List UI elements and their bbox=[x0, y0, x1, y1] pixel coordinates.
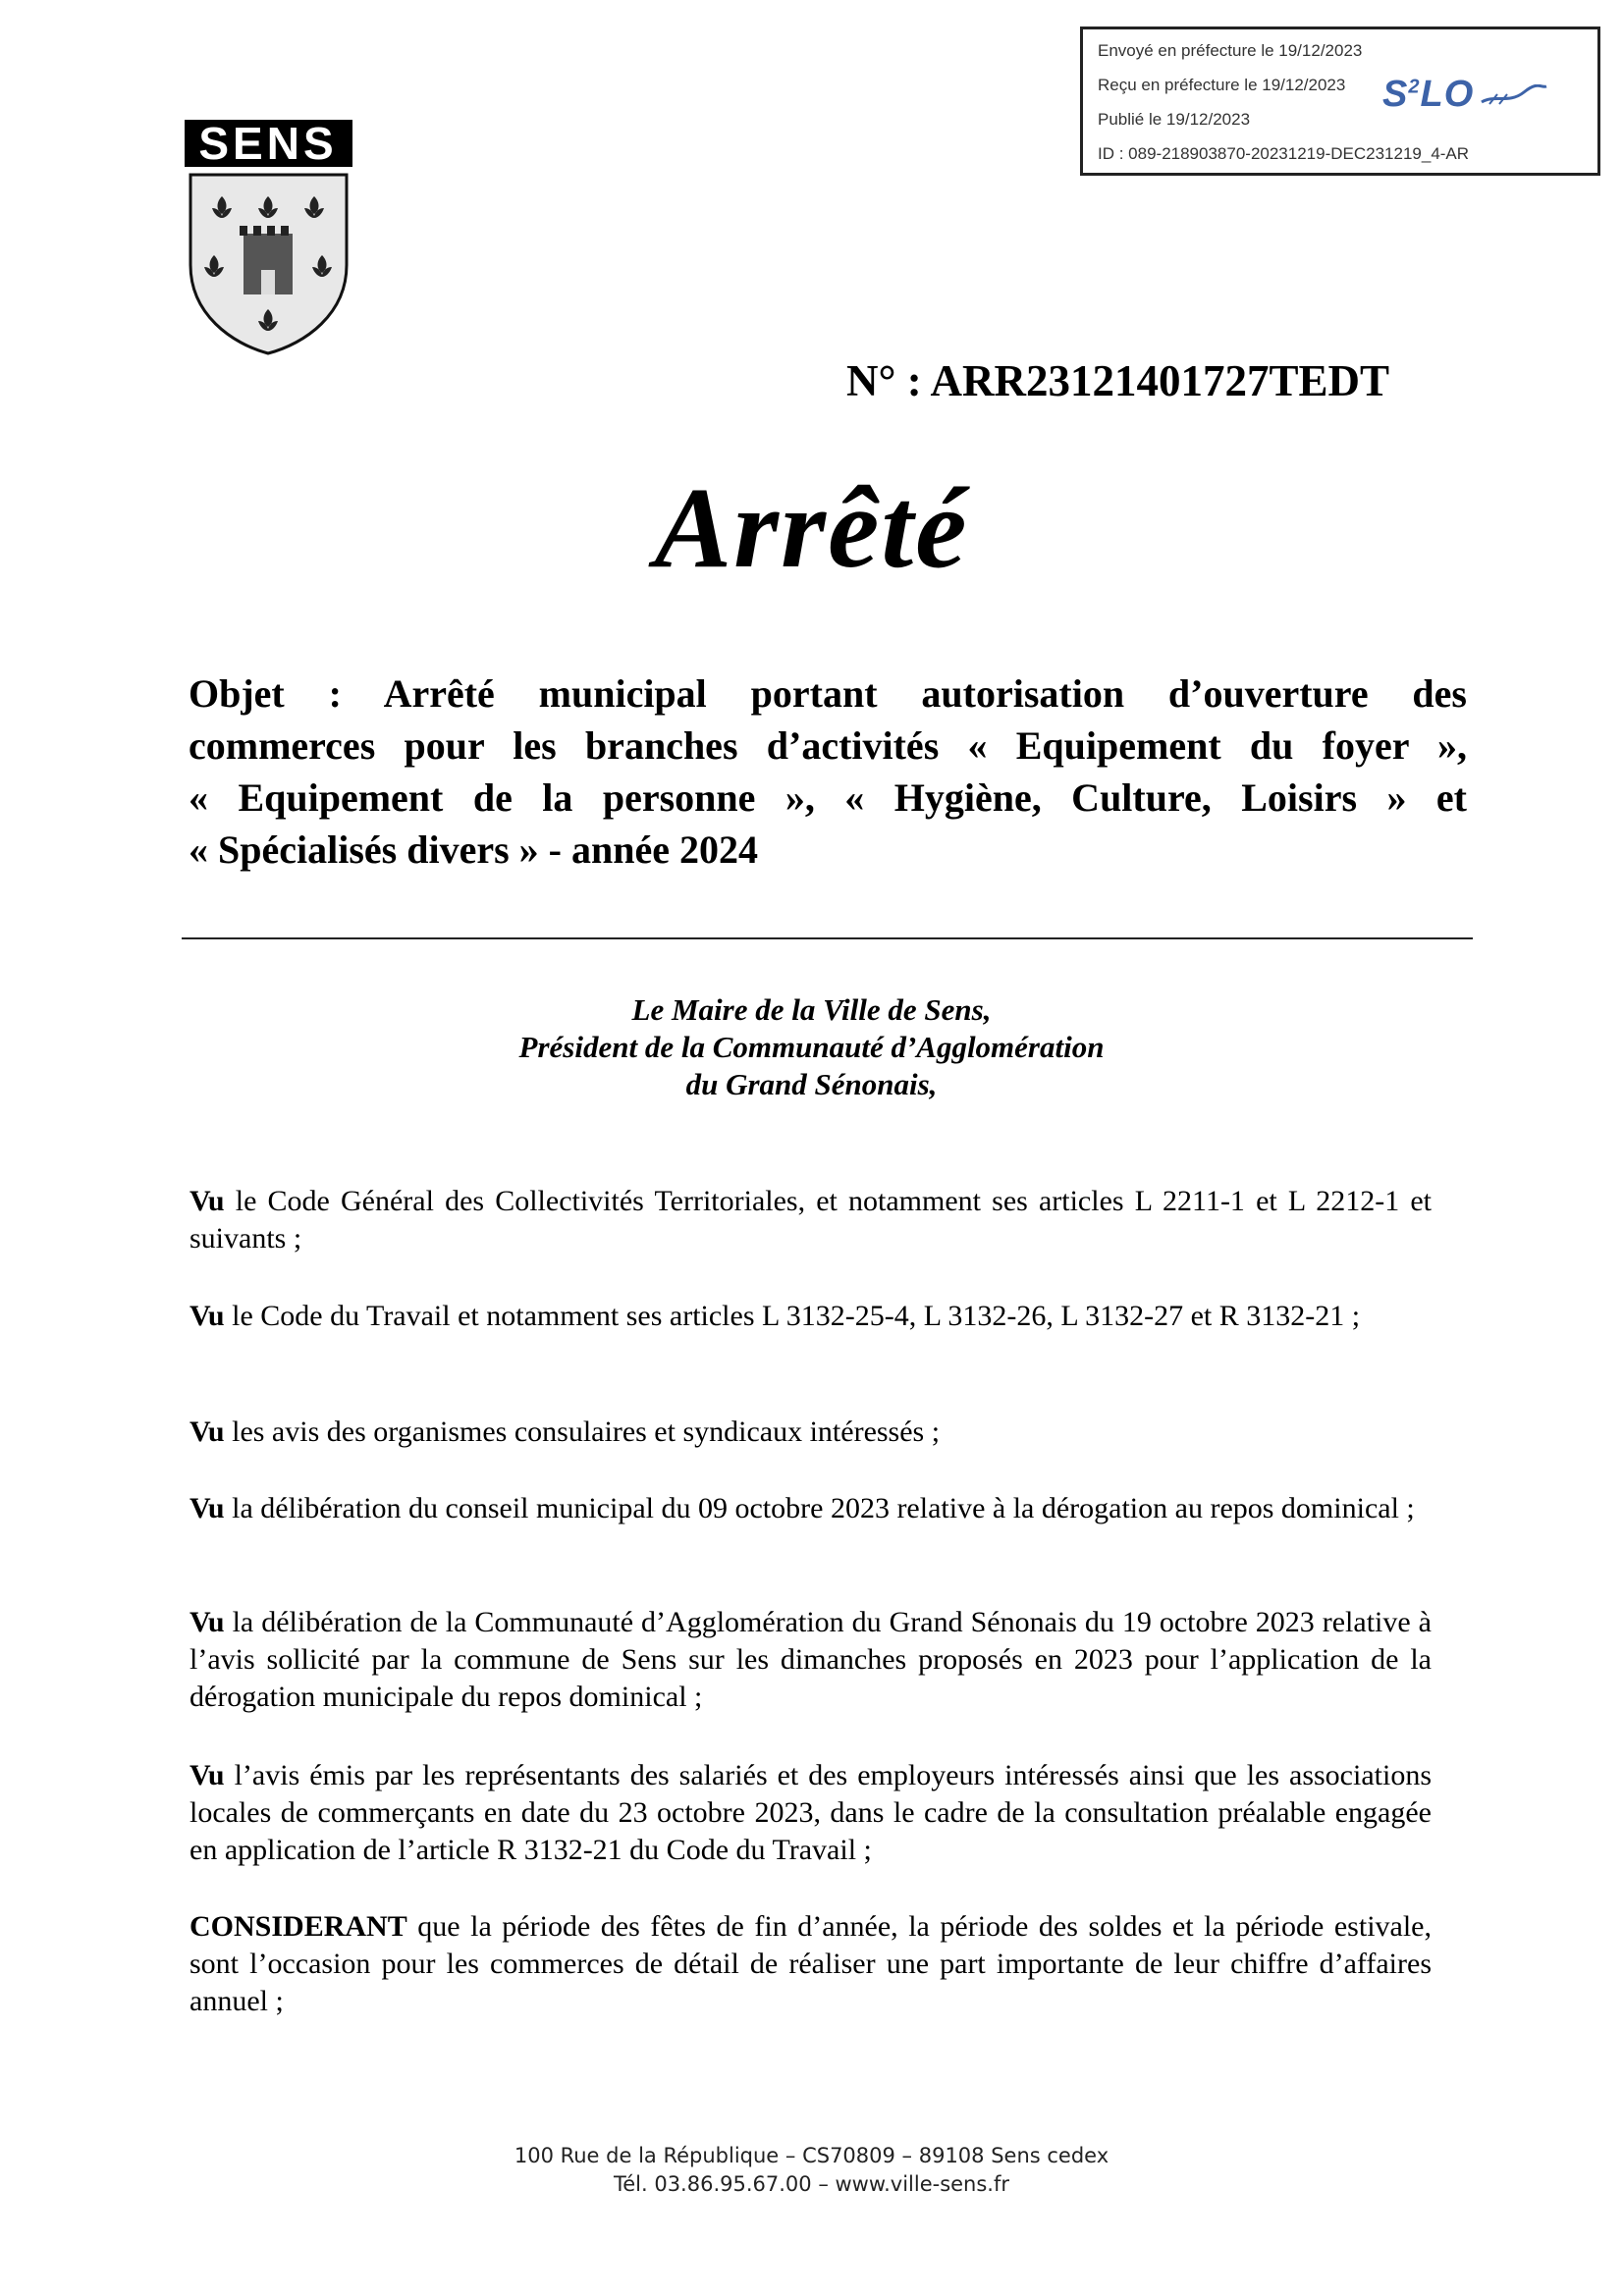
paragraph-text: le Code Général des Collectivités Territoriales, et notamment ses articles L 2211-1 et L 2212-1 et suivants ; bbox=[189, 1185, 1432, 1255]
coat-of-arms-icon bbox=[183, 118, 354, 358]
considerant-paragraph bbox=[189, 1183, 1432, 1257]
paragraph-lead: Vu bbox=[189, 1606, 225, 1638]
objet-line: « Spécialisés divers » - année 2024 bbox=[189, 828, 758, 872]
paragraph-lead: Vu bbox=[189, 1185, 225, 1217]
paragraph-lead: Vu bbox=[189, 1300, 225, 1332]
mayor-line: Président de la Communauté d’Agglomération bbox=[518, 1030, 1105, 1064]
stamp-received-date: Reçu en préfecture le 19/12/2023 bbox=[1098, 76, 1346, 94]
paragraph-text: le Code du Travail et notamment ses articles L 3132-25-4, L 3132-26, L 3132-27 et R 3132-21 ; bbox=[224, 1300, 1361, 1332]
paragraph-lead: CONSIDERANT bbox=[189, 1910, 407, 1943]
paragraph-lead: Vu bbox=[189, 1492, 225, 1524]
paragraph-lead: Vu bbox=[189, 1415, 225, 1448]
paragraph-text: l’avis émis par les représentants des salariés et des employeurs intéressés ainsi que les associations locales de commerçants en date du 23 octobre 2023, dans le cadre de la consultation préalable engagée en application de l’article R 3132-21 du Code du Travail ; bbox=[189, 1759, 1432, 1866]
prefecture-stamp bbox=[1080, 27, 1600, 176]
considerant-paragraph bbox=[189, 1490, 1432, 1527]
paragraph-text: la délibération du conseil municipal du 09 octobre 2023 relative à la dérogation au repos dominical ; bbox=[224, 1492, 1415, 1524]
considerant-paragraph bbox=[189, 1604, 1432, 1716]
objet-paragraph bbox=[189, 667, 1467, 876]
footer-contact: Tél. 03.86.95.67.00 – www.ville-sens.fr bbox=[613, 2172, 1010, 2196]
paragraph-text: la délibération de la Communauté d’Agglomération du Grand Sénonais du 19 octobre 2023 relative à l’avis sollicité par la commune de Sens sur les dimanches proposés en 2023 pour l’application de la dérogation municipale du repos dominical ; bbox=[189, 1606, 1432, 1713]
objet-line: Objet : Arrêté municipal portant autorisation d’ouverture des bbox=[189, 671, 1467, 716]
s2lo-logo: $S^2LO$ bbox=[1382, 74, 1548, 116]
considerant-paragraph bbox=[189, 1908, 1432, 2020]
mayor-line: Le Maire de la Ville de Sens, bbox=[631, 992, 992, 1027]
mayor-title bbox=[0, 991, 1623, 1103]
mayor-line: du Grand Sénonais, bbox=[685, 1067, 938, 1101]
stamp-id: ID : 089-218903870-20231219-DEC231219_4-AR bbox=[1098, 144, 1470, 163]
objet-line: « Equipement de la personne », « Hygiène, Culture, Loisirs » et bbox=[189, 775, 1467, 820]
paragraph-lead: Vu bbox=[189, 1759, 225, 1791]
sens-logo bbox=[183, 118, 354, 358]
arrete-number: N° : ARR23121401727TEDT bbox=[846, 356, 1390, 405]
footer-address: 100 Rue de la République – CS70809 – 89108 Sens cedex bbox=[514, 2144, 1109, 2167]
considerant-paragraph bbox=[189, 1298, 1432, 1335]
paragraph-text: les avis des organismes consulaires et syndicaux intéressés ; bbox=[224, 1415, 941, 1448]
considerant-paragraph bbox=[189, 1414, 1432, 1451]
stamp-published-date: Publié le 19/12/2023 bbox=[1098, 110, 1251, 129]
considerant-paragraph bbox=[189, 1757, 1432, 1869]
logo-text: SENS bbox=[198, 118, 338, 169]
page-footer bbox=[0, 2142, 1623, 2199]
divider bbox=[182, 937, 1473, 939]
stamp-sent-date: Envoyé en préfecture le 19/12/2023 bbox=[1098, 41, 1363, 60]
objet-line: commerces pour les branches d’activités « Equipement du foyer », bbox=[189, 723, 1467, 768]
page-title: Arrêté bbox=[654, 463, 969, 592]
paragraph-text: que la période des fêtes de fin d’année, la période des soldes et la période estivale, sont l’occasion pour les commerces de détail de réaliser une part importante de leur chiffre d’affaires annuel ; bbox=[189, 1910, 1432, 2017]
